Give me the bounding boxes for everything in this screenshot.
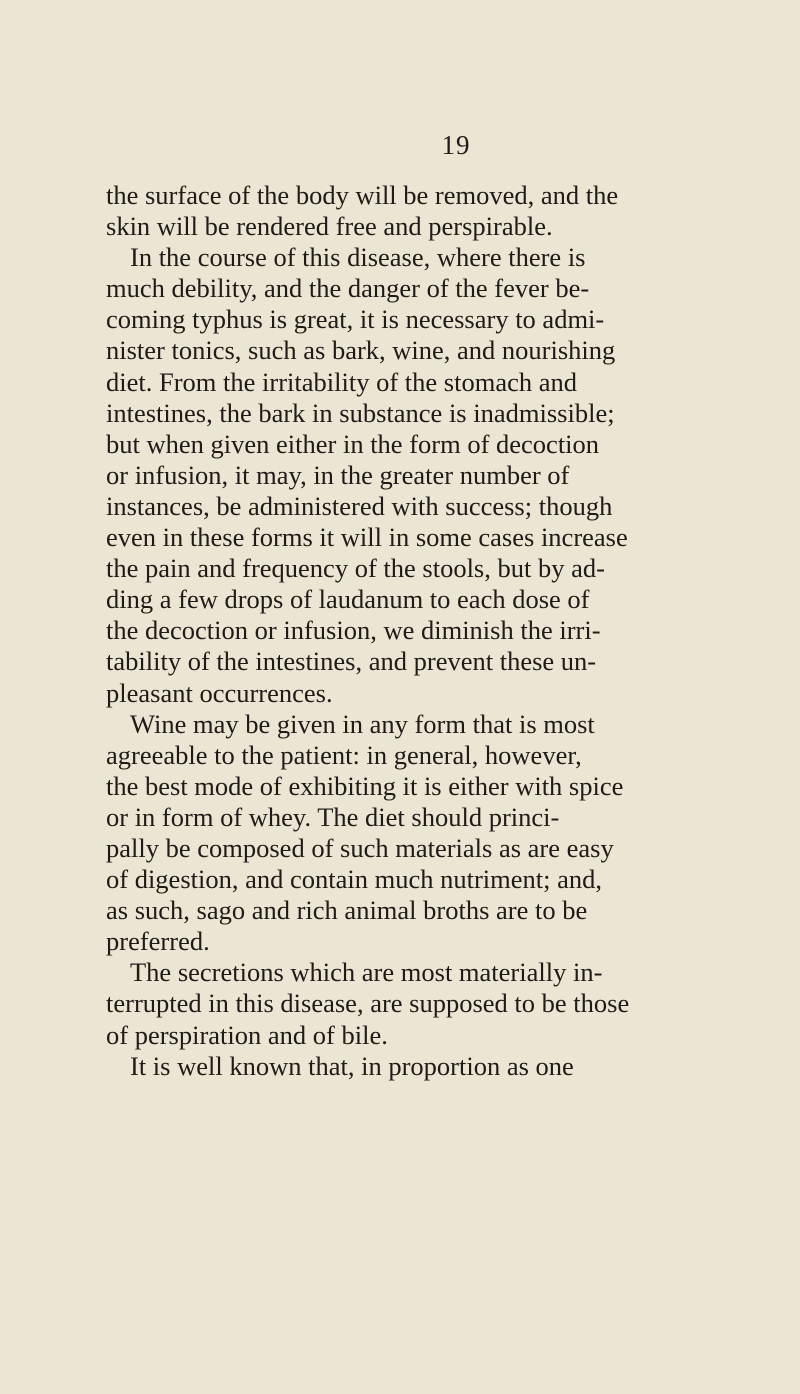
text-line: preferred. [106, 926, 210, 957]
text-line: nister tonics, such as bark, wine, and nourishing [106, 335, 616, 366]
text-line: of perspiration and of bile. [106, 1019, 388, 1050]
text-line: but when given either in the form of decoction [106, 428, 600, 459]
text-line: skin will be rendered free and perspirable. [106, 211, 553, 242]
text-line: In the course of this disease, where there is [130, 242, 586, 273]
body-text [106, 180, 800, 1082]
text-line: of digestion, and contain much nutriment; and, [106, 864, 603, 895]
text-line: pally be composed of such materials as are easy [106, 832, 614, 863]
text-line: the best mode of exhibiting it is either with spice [106, 770, 624, 801]
text-line: pleasant occurrences. [106, 677, 333, 708]
text-line: tability of the intestines, and prevent these un- [106, 646, 597, 677]
page-number: 19 [441, 130, 471, 160]
text-line: agreeable to the patient: in general, however, [106, 739, 582, 770]
text-line: coming typhus is great, it is necessary to admi- [106, 304, 605, 335]
text-line: ding a few drops of laudanum to each dose of [106, 584, 590, 615]
text-line: as such, sago and rich animal broths are to be [106, 895, 588, 926]
text-line: even in these forms it will in some cases increase [106, 522, 628, 553]
text-line: the pain and frequency of the stools, but by ad- [106, 553, 605, 584]
text-line: diet. From the irritability of the stomach and [106, 366, 578, 397]
text-line: the decoction or infusion, we diminish the irri- [106, 615, 601, 646]
text-line: or in form of whey. The diet should princi- [106, 801, 560, 832]
text-line: or infusion, it may, in the greater number of [106, 459, 570, 490]
text-line: The secretions which are most materially in- [130, 957, 603, 988]
text-line: much debility, and the danger of the fever be- [106, 273, 590, 304]
text-line: It is well known that, in proportion as one [130, 1050, 574, 1081]
text-line: intestines, the bark in substance is inadmissible; [106, 397, 615, 428]
text-line: terrupted in this disease, are supposed to be those [106, 988, 630, 1019]
text-line: Wine may be given in any form that is most [130, 708, 595, 739]
text-line: instances, be administered with success; though [106, 490, 613, 521]
text-line: the surface of the body will be removed, and the [106, 180, 619, 210]
